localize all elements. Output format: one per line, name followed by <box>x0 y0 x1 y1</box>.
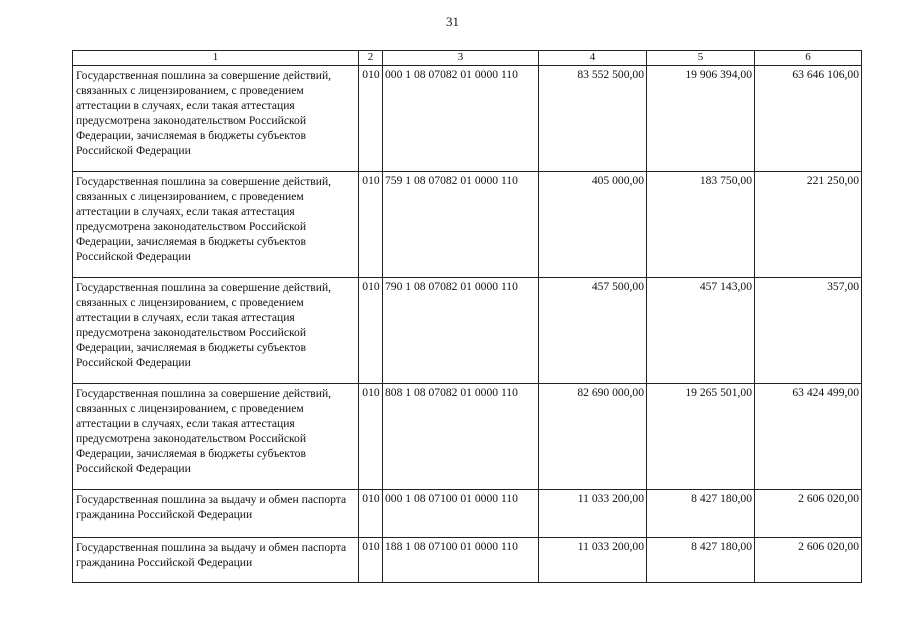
row-value-col6: 63 646 106,00 <box>755 66 862 172</box>
table-row <box>73 490 862 538</box>
row-description: Государственная пошлина за выдачу и обмен паспорта гражданина Российской Федерации <box>73 490 359 538</box>
row-budget-code: 000 1 08 07082 01 0000 110 <box>383 66 539 172</box>
row-value-col6: 2 606 020,00 <box>755 538 862 583</box>
column-header: 1 <box>73 51 359 66</box>
table-row <box>73 278 862 384</box>
table-row <box>73 66 862 172</box>
row-value-col6: 2 606 020,00 <box>755 490 862 538</box>
row-value-col6: 63 424 499,00 <box>755 384 862 490</box>
row-value-col5: 8 427 180,00 <box>647 490 755 538</box>
row-code: 010 <box>359 278 383 384</box>
row-value-col5: 183 750,00 <box>647 172 755 278</box>
row-budget-code: 000 1 08 07100 01 0000 110 <box>383 490 539 538</box>
row-budget-code: 188 1 08 07100 01 0000 110 <box>383 538 539 583</box>
table-row <box>73 538 862 583</box>
column-header: 4 <box>539 51 647 66</box>
row-value-col6: 221 250,00 <box>755 172 862 278</box>
row-budget-code: 808 1 08 07082 01 0000 110 <box>383 384 539 490</box>
table-row <box>73 172 862 278</box>
column-header: 3 <box>383 51 539 66</box>
row-description: Государственная пошлина за совершение действий, связанных с лицензированием, с проведением аттестации в случаях, если такая аттестация предусмотрена законодательством Российской Федерации, зачисляемая в бюджеты субъектов Российской Федерации <box>73 384 359 490</box>
row-code: 010 <box>359 384 383 490</box>
row-value-col4: 405 000,00 <box>539 172 647 278</box>
row-description: Государственная пошлина за совершение действий, связанных с лицензированием, с проведением аттестации в случаях, если такая аттестация предусмотрена законодательством Российской Федерации, зачисляемая в бюджеты субъектов Российской Федерации <box>73 278 359 384</box>
row-value-col4: 82 690 000,00 <box>539 384 647 490</box>
row-value-col5: 19 265 501,00 <box>647 384 755 490</box>
row-value-col5: 19 906 394,00 <box>647 66 755 172</box>
row-code: 010 <box>359 490 383 538</box>
row-value-col5: 8 427 180,00 <box>647 538 755 583</box>
row-description: Государственная пошлина за совершение действий, связанных с лицензированием, с проведением аттестации в случаях, если такая аттестация предусмотрена законодательством Российской Федерации, зачисляемая в бюджеты субъектов Российской Федерации <box>73 66 359 172</box>
row-budget-code: 759 1 08 07082 01 0000 110 <box>383 172 539 278</box>
row-value-col4: 83 552 500,00 <box>539 66 647 172</box>
table-row <box>73 384 862 490</box>
row-value-col4: 457 500,00 <box>539 278 647 384</box>
column-header: 6 <box>755 51 862 66</box>
row-code: 010 <box>359 538 383 583</box>
row-value-col5: 457 143,00 <box>647 278 755 384</box>
row-description: Государственная пошлина за выдачу и обмен паспорта гражданина Российской Федерации <box>73 538 359 583</box>
row-code: 010 <box>359 66 383 172</box>
row-description: Государственная пошлина за совершение действий, связанных с лицензированием, с проведением аттестации в случаях, если такая аттестация предусмотрена законодательством Российской Федерации, зачисляемая в бюджеты субъектов Российской Федерации <box>73 172 359 278</box>
table-header-row <box>73 51 862 66</box>
row-value-col4: 11 033 200,00 <box>539 490 647 538</box>
row-value-col6: 357,00 <box>755 278 862 384</box>
column-header: 5 <box>647 51 755 66</box>
row-value-col4: 11 033 200,00 <box>539 538 647 583</box>
column-header: 2 <box>359 51 383 66</box>
row-budget-code: 790 1 08 07082 01 0000 110 <box>383 278 539 384</box>
revenue-table <box>72 50 862 583</box>
page-number: 31 <box>446 14 459 29</box>
row-code: 010 <box>359 172 383 278</box>
